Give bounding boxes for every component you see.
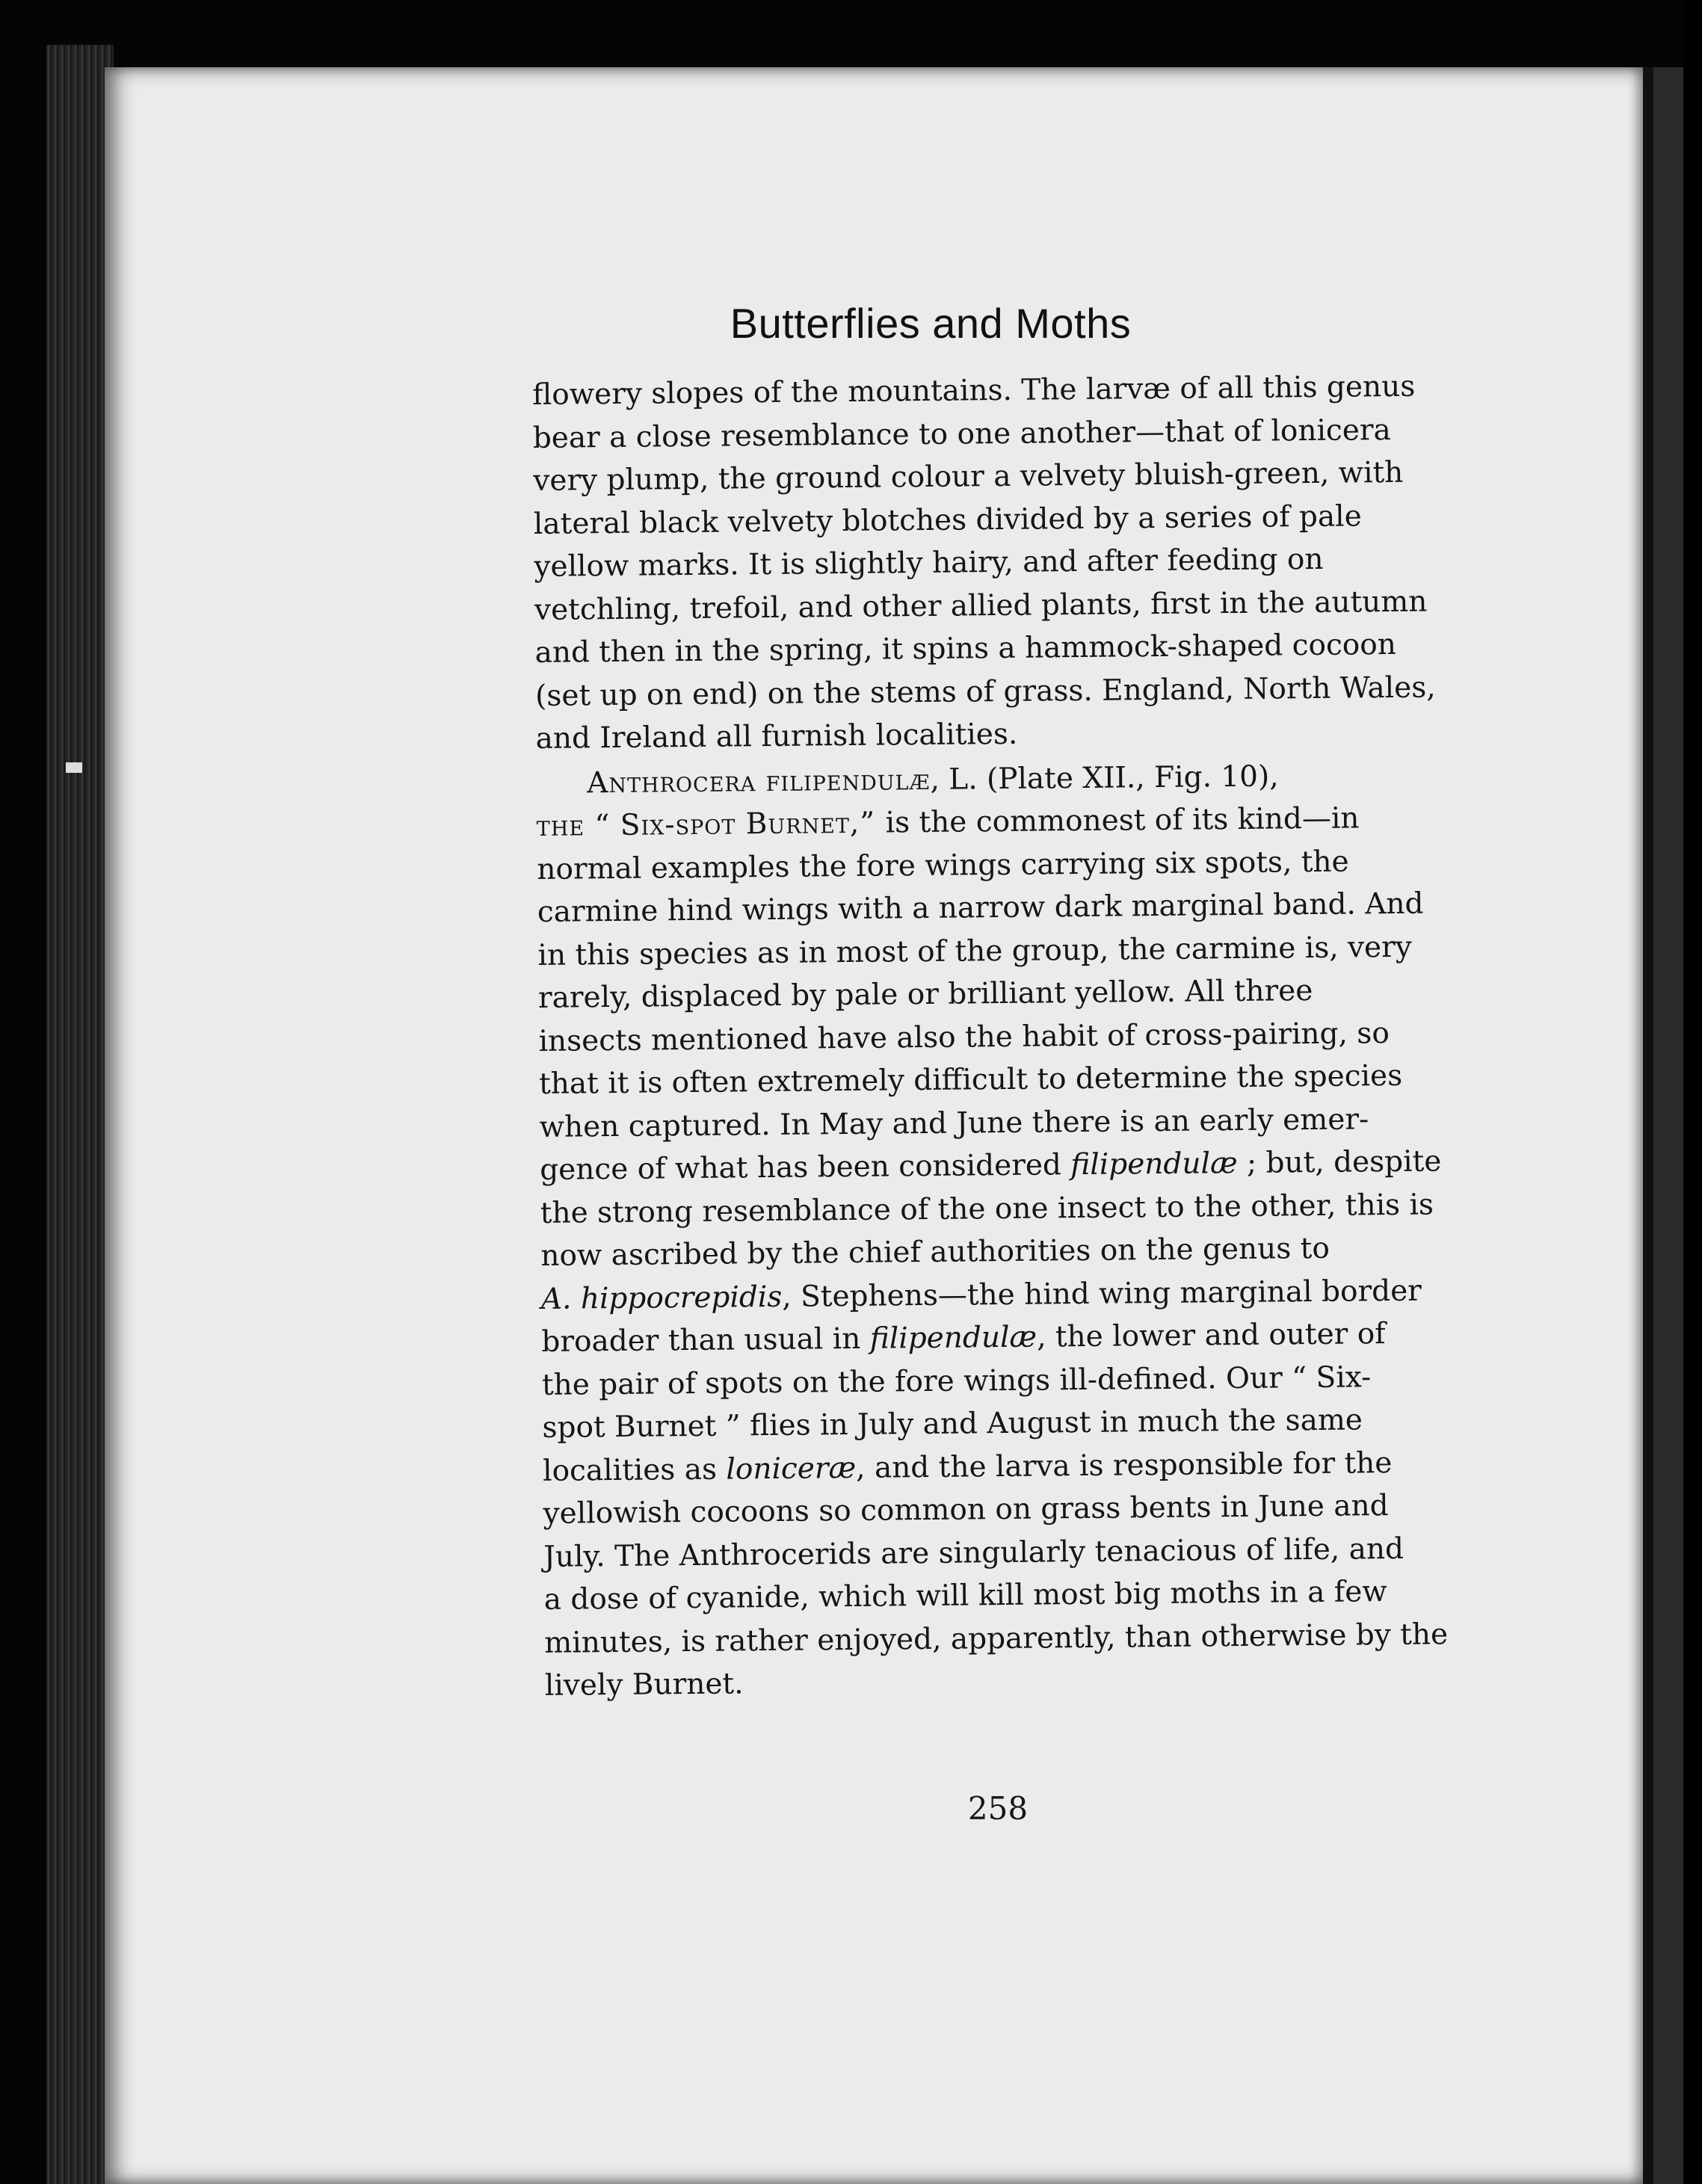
text-line: flowery slopes of the mountains. The larvæ of all this genus (532, 369, 1416, 412)
body-text (532, 365, 1457, 1707)
facing-page-sliver (1653, 67, 1683, 2184)
text-line: minutes, is rather enjoyed, apparently, than otherwise by the (544, 1617, 1449, 1660)
paragraph-1 (532, 365, 1448, 760)
paragraph-2 (536, 753, 1457, 1708)
italic-term: A. hippocrepidis (540, 1280, 783, 1316)
text-line: vetchling, trefoil, and other allied plants, first in the autumn (534, 584, 1428, 627)
text-line: spot Burnet ” flies in July and August in much the same (542, 1403, 1363, 1445)
text-line: the “ Six-spot Burnet,” is the commonest of its kind—in (536, 801, 1360, 843)
text-line: normal examples the fore wings carrying six spots, the (537, 845, 1349, 886)
text-line: the pair of spots on the fore wings ill-defined. Our “ Six- (541, 1360, 1372, 1402)
text-line: and Ireland all furnish localities. (535, 717, 1018, 756)
running-title: Butterflies and Moths (730, 300, 1132, 347)
italic-term: loniceræ (726, 1451, 857, 1487)
text-line: a dose of cyanide, which will kill most big moths in a few (543, 1575, 1387, 1617)
text-line: carmine hind wings with a narrow dark marginal band. And (537, 886, 1424, 929)
text-line: that it is often extremely difficult to determine the species (538, 1058, 1403, 1101)
text-line: lively Burnet. (544, 1667, 744, 1703)
text-line: localities as loniceræ, and the larva is responsible for the (542, 1446, 1393, 1488)
right-page-edge (1643, 67, 1653, 2184)
text-line: now ascribed by the chief authorities on the genus to (540, 1231, 1331, 1273)
page-number: 258 (967, 1790, 1029, 1827)
text-line: (set up on end) on the stems of grass. England, North Wales, (534, 670, 1436, 713)
authority: , L. (Plate XII., Fig. 10), (930, 759, 1279, 797)
italic-term: filipendulæ (869, 1320, 1037, 1356)
text-line: July. The Anthrocerids are singularly tenacious of life, and (543, 1531, 1405, 1574)
text-line: very plump, the ground colour a velvety bluish-green, with (533, 455, 1404, 498)
text-line: and then in the spring, it spins a hammock-shaped cocoon (534, 627, 1397, 670)
text-line: yellow marks. It is slightly hairy, and after feeding on (534, 542, 1324, 584)
common-name: “ Six-spot Burnet,” (584, 806, 886, 843)
book-spine-edge (46, 45, 114, 2184)
text-line: lateral black velvety blotches divided by a series of pale (533, 499, 1362, 541)
article: the (536, 809, 585, 843)
text-line: gence of what has been considered filipendulæ ; but, despite (540, 1144, 1442, 1187)
text-line: A. hippocrepidis, Stephens—the hind wing marginal border (540, 1274, 1422, 1316)
scan-speck (66, 762, 82, 773)
species-name: Anthrocera filipendulæ (587, 762, 931, 800)
text-line: insects mentioned have also the habit of cross-pairing, so (538, 1016, 1390, 1058)
text-line: when captured. In May and June there is an early emer- (539, 1102, 1369, 1144)
text-line: in this species as in most of the group, the carmine is, very (537, 930, 1413, 972)
text-line: bear a close resemblance to one another—that of lonicera (532, 413, 1391, 455)
italic-term: filipendulæ (1070, 1146, 1238, 1182)
text-line: rarely, displaced by pale or brilliant yellow. All three (537, 974, 1313, 1015)
text-line: broader than usual in filipendulæ, the lower and outer of (541, 1317, 1386, 1359)
text-line: the strong resemblance of the one insect to the other, this is (540, 1187, 1434, 1230)
text-line: yellowish cocoons so common on grass bents in June and (543, 1489, 1389, 1531)
